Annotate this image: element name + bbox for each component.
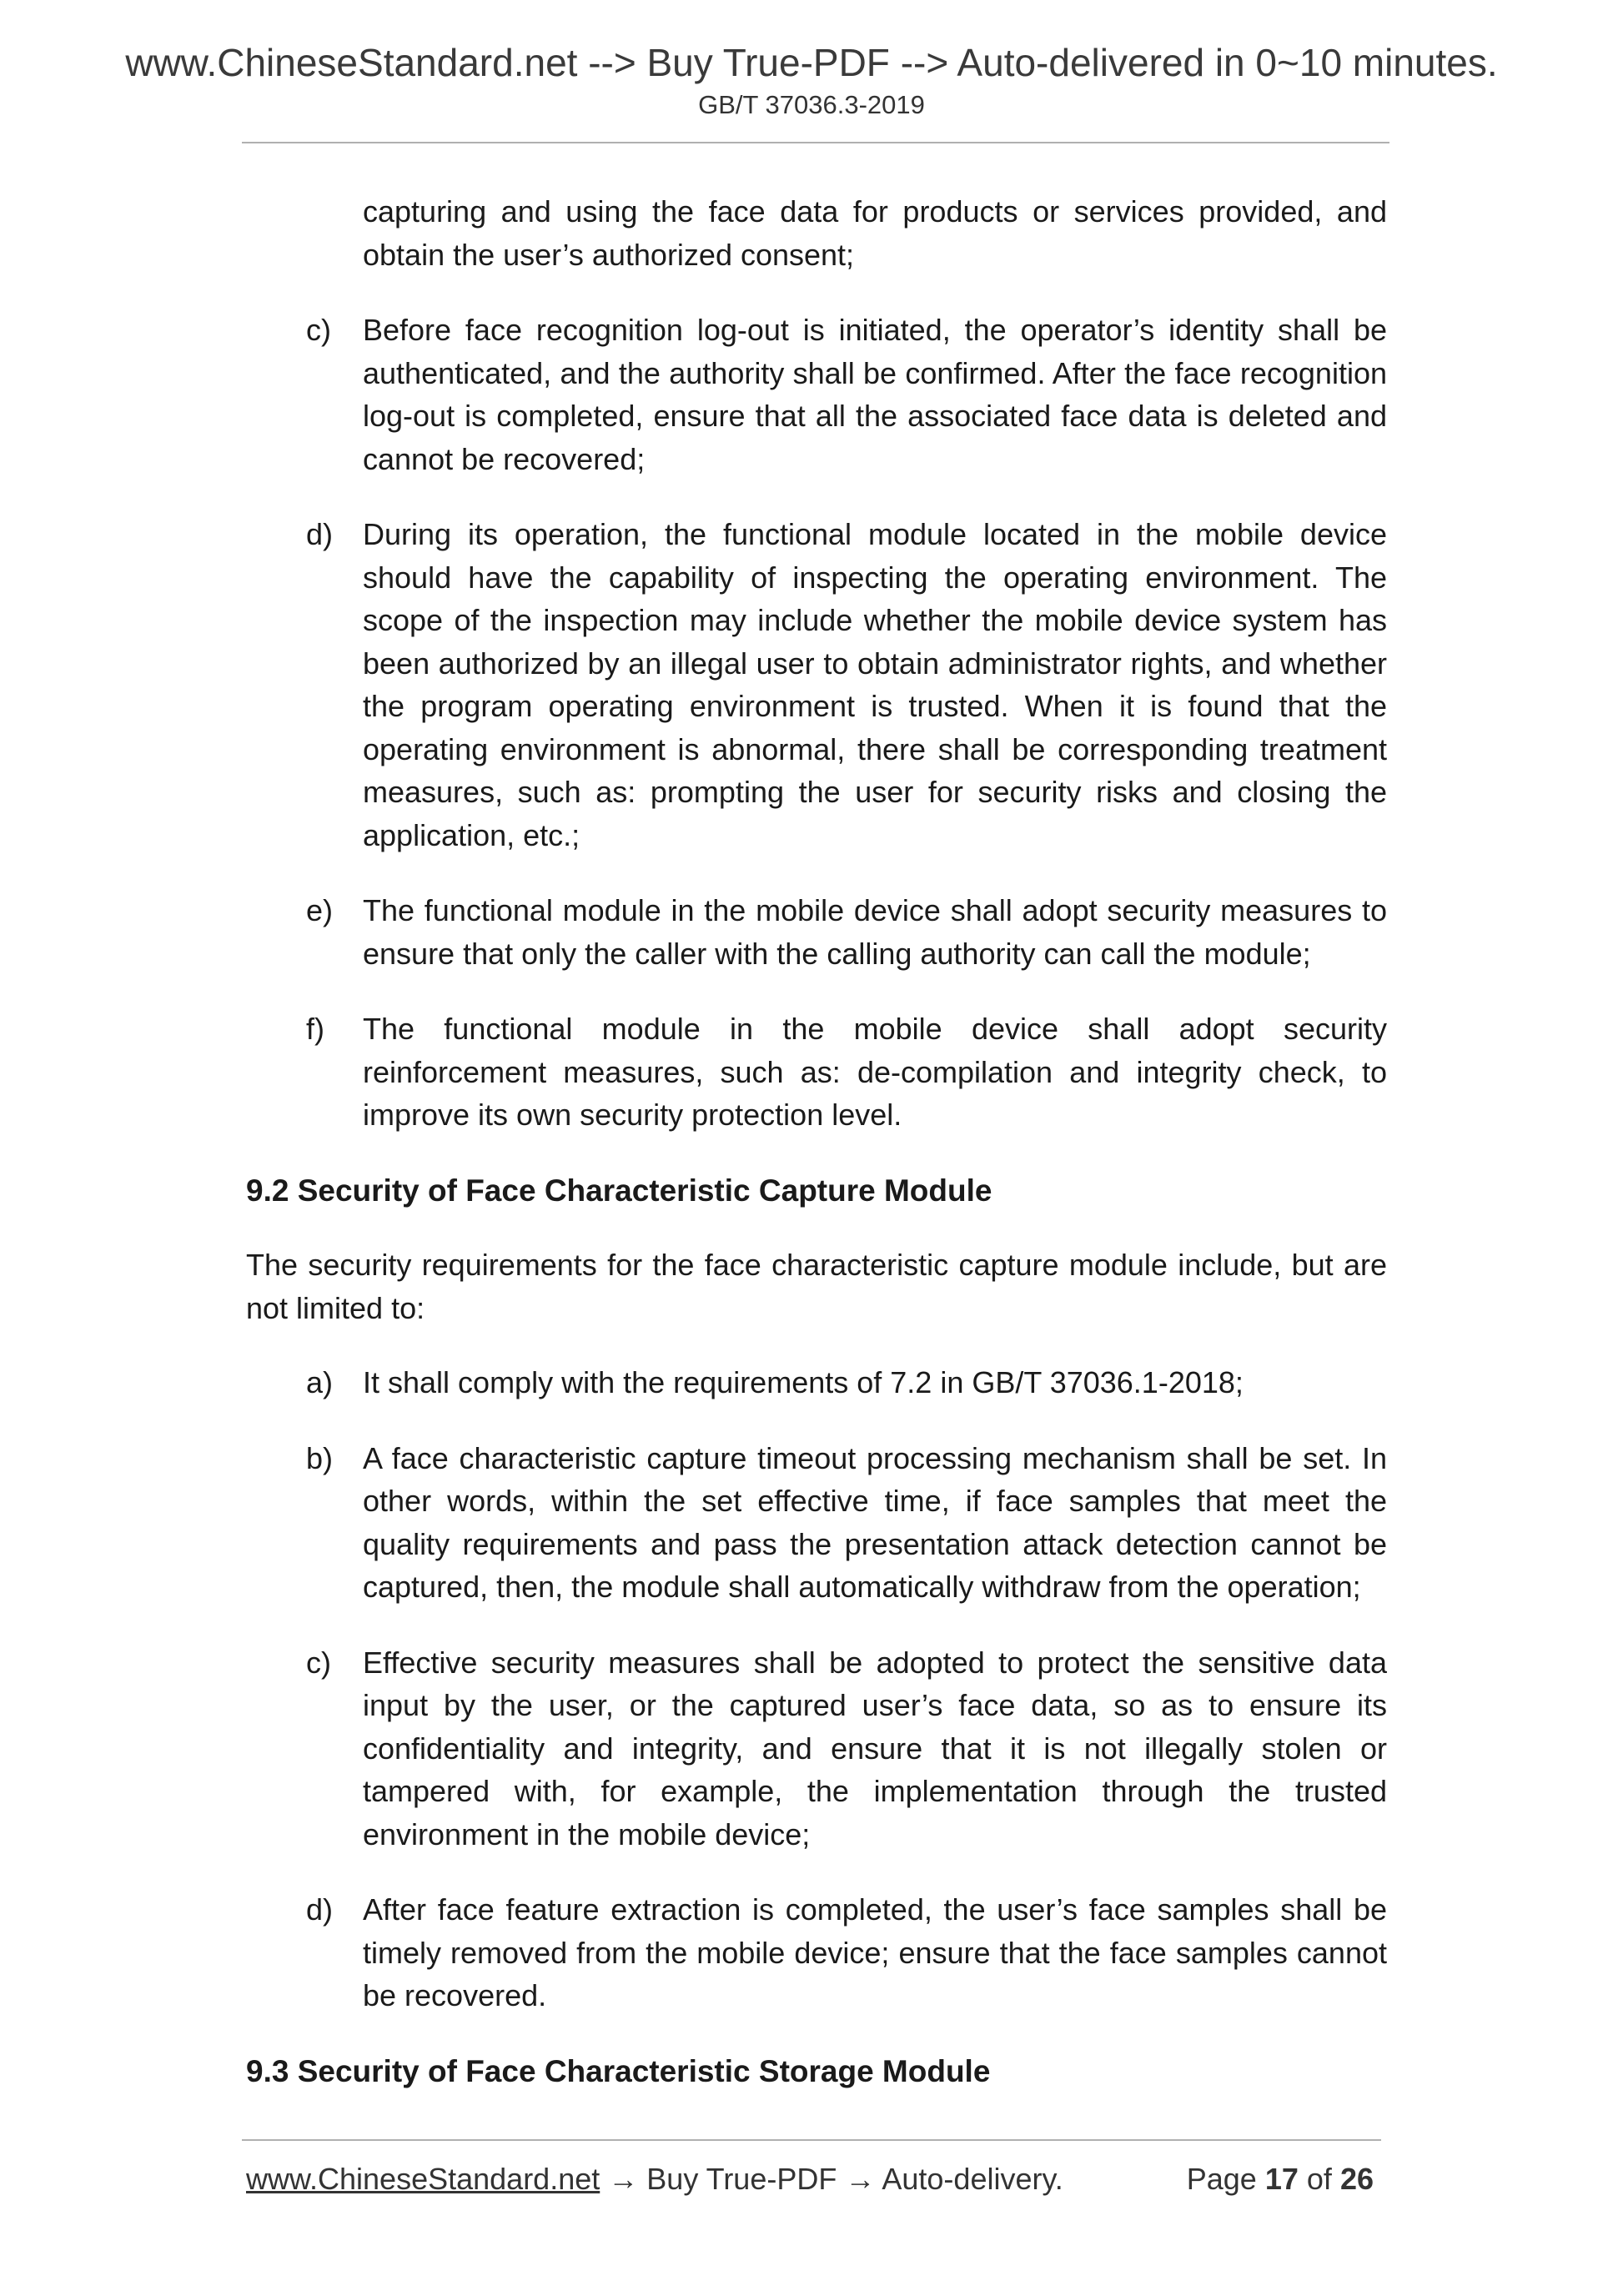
buy-true-pdf-text: Buy True-PDF: [646, 2162, 837, 2196]
list-item-label: d): [306, 517, 334, 551]
list-item-text: Before face recognition log-out is initiated, the operator’s identity shall be authenticated, and the authority shall be confirmed. After the face recognition log-out is completed, ensure that all the associated face data is deleted and cannot be recovered;: [363, 313, 1387, 476]
list-item-text: The functional module in the mobile device shall adopt security reinforcement measures, such as: de-compilation and integrity check, to improve its own security protection level.: [363, 1012, 1387, 1132]
footer-links: [246, 2162, 1063, 2197]
list-item-label: b): [306, 1440, 334, 1475]
arrow-right-icon: →: [845, 2162, 876, 2196]
list-item-label: e): [306, 893, 334, 927]
list-item-label: a): [306, 1365, 334, 1399]
list-item-text: Effective security measures shall be adopted to protect the sensitive data input by the user, or the captured user’s face data, so as to ensure its confidentiality and integrity, and ensure that it is not illegally stolen or tampered with, for example, the implementation through the trusted environment in the mobile device;: [363, 1645, 1387, 1851]
current-page: 17: [1264, 2162, 1299, 2196]
section-heading-9-2: 9.2 Security of Face Characteristic Capture Module: [246, 1173, 992, 1208]
list-item: [246, 1888, 1387, 2017]
list-item-label: f): [306, 1012, 324, 1046]
of-label: of: [1306, 2162, 1332, 2196]
website-link[interactable]: www.ChineseStandard.net: [246, 2162, 600, 2196]
list-item-text: The functional module in the mobile device shall adopt security measures to ensure that only the caller with the calling authority can call the module;: [363, 893, 1387, 971]
list-item-text: A face characteristic capture timeout processing mechanism shall be set. In other words, within the set effective time, if face samples that meet the quality requirements and pass the presentation attack detection cannot be captured, then, the module shall automatically withdraw from the operation;: [363, 1440, 1387, 1604]
header-divider: [242, 142, 1389, 143]
standard-number: GB/T 37036.3-2019: [698, 90, 925, 119]
list-item-label: c): [306, 313, 331, 347]
list-item: [246, 513, 1387, 857]
section-heading-9-3: 9.3 Security of Face Characteristic Storage Module: [246, 2053, 991, 2088]
document-body: [246, 190, 1387, 2124]
total-pages: 26: [1339, 2162, 1374, 2196]
page-number: [1187, 2162, 1374, 2197]
list-item-label: c): [306, 1645, 331, 1680]
list-item-text: After face feature extraction is completed, the user’s face samples shall be timely removed from the mobile device; ensure that the face samples cannot be recovered.: [363, 1892, 1387, 2012]
list-item: [246, 1437, 1387, 1609]
page-label: Page: [1186, 2162, 1257, 2196]
list-item-continuation: [246, 190, 1387, 276]
list-item: [246, 889, 1387, 975]
list-item: [246, 1641, 1387, 1856]
list-item-text: It shall comply with the requirements of 7.2 in GB/T 37036.1-2018;: [363, 1365, 1244, 1399]
list-item-label: d): [306, 1892, 334, 1927]
auto-delivery-text: Auto-delivery.: [882, 2162, 1063, 2196]
list-item: [246, 1007, 1387, 1137]
list-item: [246, 1361, 1387, 1404]
footer-divider: [242, 2139, 1381, 2141]
section-intro-paragraph: The security requirements for the face characteristic capture module include, but are not limited to:: [246, 1248, 1387, 1325]
list-item: [246, 309, 1387, 480]
list-item-text: capturing and using the face data for products or services provided, and obtain the user’s authorized consent;: [363, 194, 1387, 272]
arrow-right-icon: →: [608, 2162, 639, 2196]
header-banner: www.ChineseStandard.net --> Buy True-PDF --> Auto-delivered in 0~10 minutes.: [125, 41, 1498, 84]
list-item-text: During its operation, the functional module located in the mobile device should have the capability of inspecting the operating environment. The scope of the inspection may include whether the mobile device system has been authorized by an illegal user to obtain administrator rights, and whether the program operating environment is trusted. When it is found that the operating environment is abnormal, there shall be corresponding treatment measures, such as: prompting the user for security risks and closing the application, etc.;: [363, 517, 1387, 852]
